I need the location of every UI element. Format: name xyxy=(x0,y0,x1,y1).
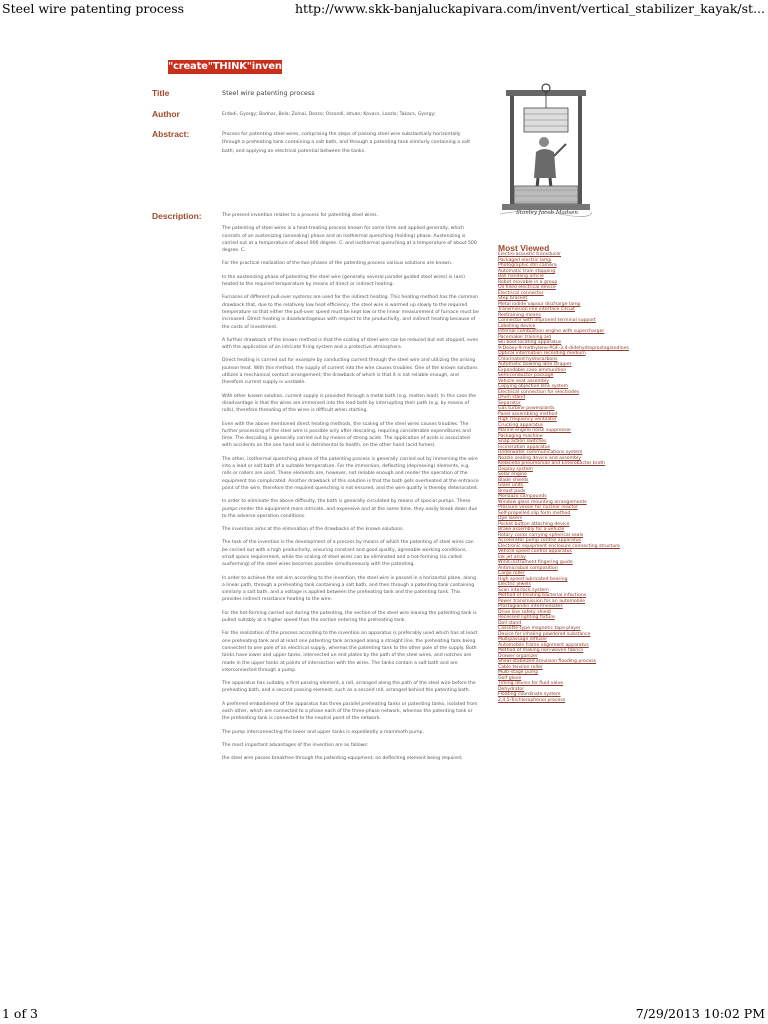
most-viewed-list xyxy=(498,252,629,703)
most-viewed-link[interactable]: Multipassage diffuser xyxy=(498,637,548,642)
most-viewed-link[interactable]: High frequency ventilator xyxy=(498,417,557,422)
description-paragraph: The other, isothermal quenching phase of the patenting process is generally carried out by immersing the wire into a lead or salt bath of a suitable temperature. For the immersion, deflecting (depressing) elements, e.g. rolls or rollers are used. These elements are, however, not reliable enough and render the operation of the equipment too complicated. Another drawback of this solution is that the bath gets overheated at the entrance point of the wire, therefore the required quenching is not ensured, and the wire quality is thereby deteriorated. xyxy=(222,456,479,491)
most-viewed-link[interactable]: Automatic train stopping xyxy=(498,268,556,274)
description-paragraph: Even with the above mentioned direct heating methods, the scaling of the steel wires causes troubles. The further processing of the steel wire is possible only after descaling, requiring considerable expenditures and time. The descaling is generally carried out by means of strong acids. The application of acids is associated with accidents on the one hand and is detrimental to health, on the other hand (acid fumes). xyxy=(222,421,471,449)
description-paragraph: In the austenizing phase of patenting the steel wire (generally several parallel guided steel wires) is (are) heated to the required temperature by means of direct or indirect heating. xyxy=(222,274,465,288)
description-paragraph: For the realization of the process according to the invention an apparatus is preferably used which has at least one preheating tank and at least one patenting tank arranged along a straight line, the preheating tank being connected to one pole of an electrical supply, whereas the patenting tank to the other pole of the supply. Both tanks have lower and upper tanks, intersected on end plates by the path of the steel wires, and notches are made in the upper tanks at points of intersection with the wires. The tanks contain a salt bath and are interconnected through a pump. xyxy=(222,631,478,673)
most-viewed-link[interactable]: Cargo roller xyxy=(498,571,525,576)
description-paragraph: With other known solution, current supply is provided through a metal bath (e.g. molten lead). In this case the disadvantage is that the wires are immersed into the lead bath by interrupting their path (e.g. by means of rolls), therefore threading of the wires is difficult when starting. xyxy=(222,393,477,414)
most-viewed-link[interactable]: Shear-stabilized emulsion flooding process xyxy=(498,659,597,664)
print-footer xyxy=(0,1004,768,1024)
patent-abstract: Process for patenting steel wires, comprising the steps of passing steel wire substantially horizontally through a preheating tank containing a salt bath, and through a patenting tank similarly containing a salt bath; and applying an electrical potential between the tanks. xyxy=(222,132,471,154)
description-paragraph: The task of the invention is the development of a process by means of which the patenting of steel wires can be carried out with a high productivity, ensuring constant and good quality, agreeable working conditions, small space requirement, while the scaling of steel wires can be eliminated and a hot-forming (so called ausforming) of the steel wires becomes possible simultaneously with the patenting. xyxy=(222,540,474,568)
description-label: Description: xyxy=(152,211,202,221)
most-viewed-link[interactable]: Timing device for fluid valve xyxy=(498,681,564,686)
most-viewed-link[interactable]: Expandable case ammunition xyxy=(498,367,567,373)
most-viewed-link[interactable]: Restraining means xyxy=(498,312,541,318)
patent-illustration xyxy=(500,82,592,222)
patent-authors: Erdodi, Gyorgy; Bodnar, Bela; Zolnai, Dezso; Osrondi, Istvan; Kovacs, Laszlo; Takacs, Gyorgy; xyxy=(222,112,436,117)
description-paragraph: The pump interconnecting the lower and upper tanks is expediently a mammoth pump. xyxy=(222,729,424,735)
most-viewed-link[interactable]: Pacemaker training aid xyxy=(498,334,551,340)
most-viewed-link[interactable]: Cable tension roller xyxy=(498,664,543,670)
most-viewed-link[interactable]: Antimicrobial composition xyxy=(498,565,558,571)
most-viewed-link[interactable]: Ski boot locating apparatus xyxy=(498,340,562,345)
most-viewed-link[interactable]: Electric jewels xyxy=(498,582,531,587)
most-viewed-link[interactable]: Packaged electric lamp xyxy=(498,257,552,263)
most-viewed-link[interactable]: Glass units xyxy=(498,483,524,488)
most-viewed-link[interactable]: Floating coordinate system xyxy=(498,692,561,697)
most-viewed-link[interactable]: Method of treating bacterial infections xyxy=(498,593,587,598)
most-viewed-link[interactable]: Electro-acoustic transducer xyxy=(498,252,562,257)
print-header-title: Steel wire patenting process xyxy=(2,1,185,16)
description-paragraph: The patenting of steel wires is a heat-treating process known for some time and applied generally, which consists of an austenizing (annealing) phase and an isothermal quenching (holding) phase. Austenizing is carried out at a temperature of about 900 degree. C. and isothermal quenching at a temperature of about 500 degree. C. xyxy=(222,226,477,254)
most-viewed-link[interactable]: Labelling device xyxy=(498,323,536,329)
most-viewed-link[interactable]: Vehicle seat assembly xyxy=(498,378,549,384)
most-viewed-link[interactable]: Metal iodide vapour discharge lamp xyxy=(498,301,581,307)
most-viewed-title: Most Viewed xyxy=(498,243,550,253)
description-paragraph: The present invention relates to a process for patenting steel wires. xyxy=(222,213,378,218)
most-viewed-link[interactable]: High speed lubricated bearing xyxy=(498,576,568,582)
most-viewed-link[interactable]: Device for inhaling powdered substance xyxy=(498,631,591,637)
most-viewed-link[interactable]: Robot movable in a group xyxy=(498,279,558,285)
patent-title: Steel wire patenting process xyxy=(222,89,315,97)
description-paragraph: In order to achieve the set aim according to the invention, the steel wire is passed in a horizontal plane, along a linear path, through a preheating tank containing a salt bath, and then through a patenting tank containing similarly a salt bath, and a voltage is applied between the preheating tank and the patenting tank. This provides indirect resistance heating to the wire. xyxy=(222,575,477,603)
most-viewed-link[interactable]: Panel assembling method xyxy=(498,411,558,417)
most-viewed-link[interactable]: Crucking apparatus xyxy=(498,422,544,428)
most-viewed-link[interactable]: Dehydrator xyxy=(498,686,525,692)
description-paragraph: In order to eliminate the above difficulty, the bath is generally circulated by means of special pumps. These pumps render the equipment more intricate, and expensive and at the same time, they easily break down due to the adverse operation conditions. xyxy=(222,499,478,519)
most-viewed-link[interactable]: Multi-stage pump xyxy=(498,670,539,675)
most-viewed-link[interactable]: Step bracket xyxy=(498,296,528,301)
most-viewed-link[interactable]: Photographic still camera xyxy=(498,263,557,268)
most-viewed-link[interactable]: Window glass mounting arrangements xyxy=(498,499,587,505)
most-viewed-link[interactable]: Dye lasers xyxy=(498,516,523,521)
print-header-url: http://www.skk-banjaluckapivara.com/invent/vertical_stabilizer_kayak/st... xyxy=(294,1,765,16)
description-paragraph: the steel wire passes breakfree through the patenting equipment, no deflecting element being required; xyxy=(222,756,463,762)
description-paragraph: Furnaces of different pull-over systems are used for the indirect heating. This heating method has the common drawback that, due to the relatively low heat efficiency, the steel wire is warmed up slowly to the required temperature so that either the pull-over speed must be kept low or the linear measurement of furnace must be increased. Direct heating is disadvantageous with respect to the productivity, and indirect heating because of the costs of investment. xyxy=(222,295,479,330)
most-viewed-link[interactable]: Pressure vessel for nuclear reactor xyxy=(498,505,578,510)
most-viewed-link[interactable]: Prostaglandin intermediates xyxy=(498,604,563,609)
most-viewed-link[interactable]: Klebsiella pneumoniae and Enterobacter broth xyxy=(498,461,606,466)
most-viewed-link[interactable]: Electronic equipment enclosure connecting structure xyxy=(498,543,620,549)
most-viewed-link[interactable]: Wind-instrument fingering guide xyxy=(498,560,573,565)
most-viewed-link[interactable]: Drive line safety shield xyxy=(498,609,551,615)
description-paragraph: Direct heating is carried out for example by conducting current through the steel wire and utilizing the arising Joulean heat. With this method, the supply of current into the wire causes troubles. One of the known solutions utilizes a mechanical contact arrangement; the drawback of which is that it is not reliable enough, and therefore current supply is unstable. xyxy=(222,358,478,386)
most-viewed-link[interactable]: Golf glove xyxy=(498,675,522,681)
most-viewed-link[interactable]: Nozzle sealing device and assembly xyxy=(498,455,581,461)
page-number: 1 of 3 xyxy=(2,1006,39,1021)
most-viewed-link[interactable]: Optical information recording medium xyxy=(498,351,586,356)
most-viewed-link[interactable]: Transmission line interface circuit xyxy=(498,307,575,312)
most-viewed-link[interactable]: Pocket button attaching device xyxy=(498,521,570,527)
description-paragraph: A further drawback of the known method is that the scaling of steel wire can be reduced but not stopped, even with the application of an intricate firing system and a protective atmosphere. xyxy=(222,337,479,351)
most-viewed-link[interactable]: Marine engine noise suppressor xyxy=(498,428,572,433)
author-label: Author xyxy=(152,109,180,119)
description-paragraph: The apparatus has suitably a first passing element, a roll, arranged along the path of the steel wire before the preheating bath, and a second passing element, such as a second roll, arranged behind the patenting bath. xyxy=(222,681,476,694)
most-viewed-link[interactable]: Automobile frame alignment apparatus xyxy=(498,642,589,648)
most-viewed-link[interactable]: Ball handling article xyxy=(498,274,544,279)
illustration-caption: Stanley Jacob Madsen xyxy=(516,210,578,216)
print-header xyxy=(0,0,768,18)
print-datetime: 7/29/2013 10:02 PM xyxy=(635,1006,765,1021)
most-viewed-link[interactable]: Cassette-type magnetic tape player xyxy=(498,626,581,631)
description-paragraph: For the practical realization of the two phases of the patenting process various solutions are known. xyxy=(222,261,453,267)
most-viewed-link[interactable]: Copying objective lens system xyxy=(498,384,569,389)
description-paragraph: The invention aims at the elimination of the drawbacks of the known solutions. xyxy=(222,527,404,533)
most-viewed-link[interactable]: 2,4,5-Trichlorophenol process xyxy=(498,697,566,703)
most-viewed-link[interactable]: Vehicle speed control apparatus xyxy=(498,549,572,554)
most-viewed-link[interactable]: Monoazo compounds xyxy=(498,494,547,499)
most-viewed-link[interactable]: Accelerator pump control apparatus xyxy=(498,538,582,543)
most-viewed-link[interactable]: Breast pads xyxy=(498,488,526,494)
abstract-label: Abstract: xyxy=(152,129,190,139)
most-viewed-link[interactable]: Method of making non-woven fabrics xyxy=(498,648,584,653)
most-viewed-link[interactable]: Packaging machine xyxy=(498,433,543,439)
most-viewed-link[interactable]: Doll stand xyxy=(498,620,522,626)
most-viewed-link[interactable]: Display system xyxy=(498,466,534,472)
most-viewed-link[interactable]: 9-Deoxy-9-methylene-PGF-3,4-didehydroprostaglandines xyxy=(498,345,629,351)
most-viewed-link[interactable]: Recessed lighting fixture xyxy=(498,615,555,620)
most-viewed-link[interactable]: Snap action switches xyxy=(498,439,547,444)
most-viewed-link[interactable]: Semiconductor package xyxy=(498,373,554,378)
most-viewed-link[interactable]: Automatic bowling lane stripper xyxy=(498,362,572,367)
most-viewed-link[interactable]: Electrical connection for electrodes xyxy=(498,389,580,395)
most-viewed-link[interactable]: Solar engine xyxy=(498,472,527,477)
most-viewed-link[interactable]: Incineration apparatus xyxy=(498,444,551,450)
most-viewed-link[interactable]: Self-propelled slip form method xyxy=(498,510,571,516)
most-viewed-link[interactable]: Electrical connector xyxy=(498,290,544,296)
description-paragraph: The most important advantages of the invention are as follows: xyxy=(222,742,369,748)
most-viewed-link[interactable]: Internal combustion engine with supercharger xyxy=(498,329,605,334)
most-viewed-link[interactable]: Chlorinated hydrocarbons xyxy=(498,356,558,362)
most-viewed-link[interactable]: Underwater communications system xyxy=(498,450,583,455)
most-viewed-link[interactable]: Gas turbine powerplants xyxy=(498,406,555,411)
most-viewed-link[interactable]: Power transmission for an automobile xyxy=(498,598,586,604)
most-viewed-link[interactable]: Brake assembly for a vehicle xyxy=(498,527,565,532)
patent-description xyxy=(222,212,480,769)
title-label: Title xyxy=(152,88,170,98)
most-viewed-link[interactable]: Drum stand xyxy=(498,395,526,400)
most-viewed-link[interactable]: Connector with improved terminal support xyxy=(498,318,596,323)
description-paragraph: For the hot-forming carried out during the patenting, the section of the steel wire leaving the patenting tank is pulled suitably at a higher speed than the section entering the preheating tank. xyxy=(222,610,477,624)
most-viewed-link[interactable]: Oil filled electrical device xyxy=(498,285,556,290)
most-viewed-link[interactable]: Blade shields xyxy=(498,477,529,483)
most-viewed-link[interactable]: Ink jet array xyxy=(498,554,526,560)
create-think-invent-logo[interactable]: "create"THINK"invent" xyxy=(168,61,292,72)
most-viewed-link[interactable]: Rotary cocks carrying spherical seals xyxy=(498,532,584,538)
description-paragraph: A preferred embodiment of the apparatus has three parallel preheating tanks or patenting tanks, isolated from each other, which are connected to a phase each of the three-phase network, whereas the patenting tank or the preheating tank is connected to the neutral point of the network. xyxy=(222,701,478,722)
most-viewed-link[interactable]: Drawer organizer xyxy=(498,653,538,659)
most-viewed-link[interactable]: Separator xyxy=(498,400,521,406)
most-viewed-link[interactable]: Scan interlock system xyxy=(498,587,549,593)
